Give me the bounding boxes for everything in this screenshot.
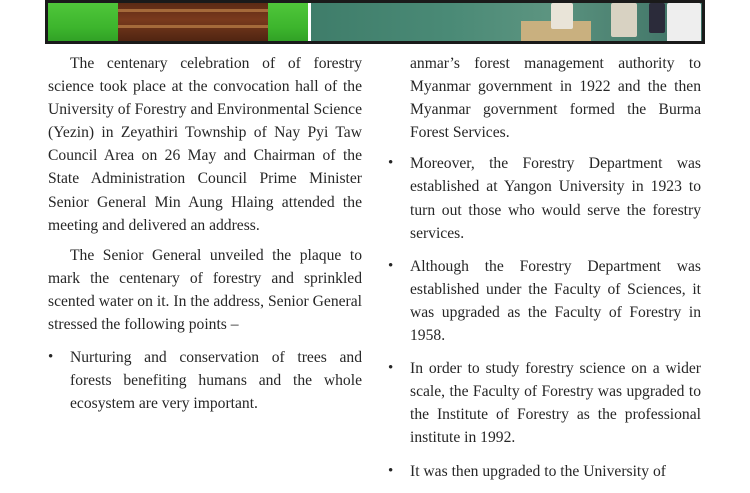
- photo-person: [667, 3, 701, 44]
- list-item: [388, 357, 701, 449]
- paragraph: The centenary celebration of of forestry science took place at the convocation hall of the University of Forestry and Environmental Science (Yezin) in Zeyathiri Township of Nay Pyi Taw Council Area on 26 May and Chairman of the State Administration Council Prime Minister Senior General Min Aung Hlaing attended the meeting and delivered an address.: [48, 55, 362, 234]
- bullet-list: [388, 152, 701, 482]
- list-item: [388, 152, 701, 244]
- list-item-text: Moreover, the Forestry Department was established at Yangon University in 1923 to turn out those who would serve the forestry services.: [410, 155, 701, 242]
- photo-audience-scene: [311, 3, 705, 44]
- list-item: [48, 346, 362, 415]
- continued-paragraph: anmar’s forest management authority to Myanmar government in 1922 and the then Myanmar government formed the Burma Forest Services.: [410, 55, 701, 142]
- paragraph: The Senior General unveiled the plaque to mark the centenary of forestry and sprinkled scented water on it. In the address, Senior General stressed the following points –: [48, 246, 362, 334]
- list-item-text: It was then upgraded to the University of: [410, 462, 666, 480]
- bullet-icon: •: [388, 257, 394, 274]
- list-item-text: Although the Forestry Department was established under the Faculty of Sciences, it was upgraded as the Faculty of Forestry in 1958.: [410, 257, 701, 345]
- list-item-text: Nurturing and conservation of trees and forests benefiting humans and the whole ecosystem are very important.: [70, 349, 362, 413]
- photo-person: [611, 3, 637, 37]
- photo-podium-scene: [48, 3, 308, 44]
- list-item: [388, 460, 701, 483]
- photo-person: [649, 3, 665, 33]
- podium-trim: [118, 9, 268, 12]
- right-column: [388, 52, 701, 493]
- bullet-icon: •: [388, 155, 394, 172]
- top-photo: [45, 0, 705, 44]
- bullet-list: [48, 346, 362, 415]
- bullet-icon: •: [48, 349, 54, 366]
- podium-trim: [118, 25, 268, 28]
- bullet-icon: •: [388, 360, 394, 377]
- list-item-text: In order to study forestry science on a wider scale, the Faculty of Forestry was upgraded to the Institute of Forestry as the professional institute in 1992.: [410, 360, 701, 447]
- photo-person: [551, 3, 573, 29]
- bullet-icon: •: [388, 462, 394, 479]
- list-item: [388, 255, 701, 347]
- left-column: [48, 52, 362, 425]
